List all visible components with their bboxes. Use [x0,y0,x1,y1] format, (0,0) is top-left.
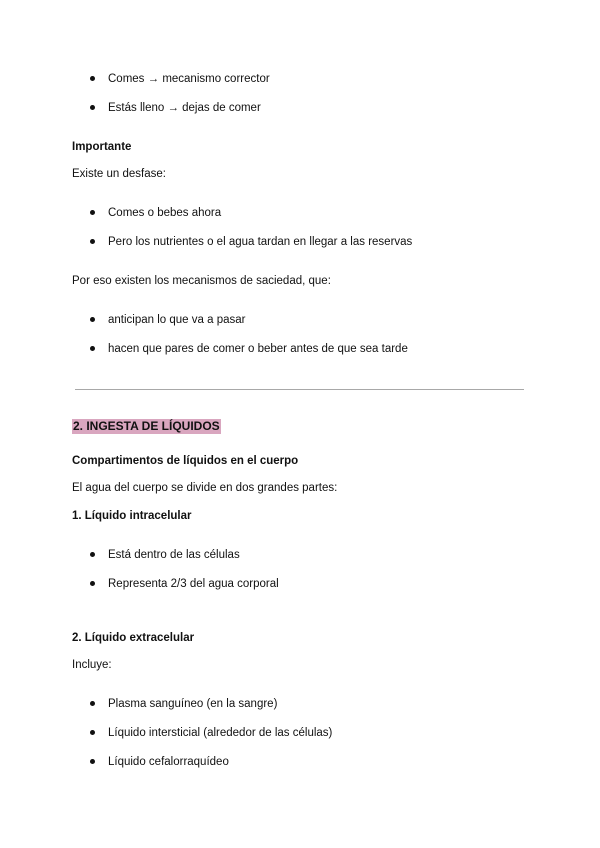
bullet-icon [90,730,95,735]
list-item [0,755,600,769]
list-item [0,101,600,115]
list-item-text: Está dentro de las células [108,549,240,561]
bullet-icon [90,210,95,215]
list-item [0,206,600,220]
list-item [0,313,600,327]
bullet-icon [90,76,95,81]
list-item-text: Comes o bebes ahora [108,207,222,219]
paragraph: Existe un desfase: [72,168,166,180]
list-item [0,342,600,356]
list-item [0,577,600,591]
list-item-text: Comes → mecanismo corrector [108,73,270,85]
bullet-icon [90,759,95,764]
bullet-icon [90,552,95,557]
list-item [0,235,600,249]
section-heading: 2. INGESTA DE LÍQUIDOS [73,419,220,433]
paragraph: El agua del cuerpo se divide en dos grandes partes: [72,482,338,494]
important-label: Importante [72,141,132,153]
list-item-text: Estás lleno → dejas de comer [108,102,261,114]
list-item [0,697,600,711]
bullet-icon [90,701,95,706]
bullet-icon [90,346,95,351]
bullet-icon [90,239,95,244]
list-item-text: Líquido cefalorraquídeo [108,756,229,768]
bullet-icon [90,105,95,110]
list-item-text: Pero los nutrientes o el agua tardan en llegar a las reservas [108,236,413,248]
list-item [0,548,600,562]
subheading: Compartimentos de líquidos en el cuerpo [72,455,299,467]
paragraph: Incluye: [72,659,112,671]
horizontal-divider [75,389,524,390]
bullet-icon [90,581,95,586]
part-title: 1. Líquido intracelular [72,510,192,522]
list-item [0,72,600,86]
list-item [0,726,600,740]
list-item-text: Representa 2/3 del agua corporal [108,578,279,590]
list-item-text: Líquido intersticial (alrededor de las células) [108,727,333,739]
part-title: 2. Líquido extracelular [72,632,195,644]
bullet-icon [90,317,95,322]
list-item-text: anticipan lo que va a pasar [108,314,246,326]
list-item-text: Plasma sanguíneo (en la sangre) [108,698,278,710]
paragraph: Por eso existen los mecanismos de saciedad, que: [72,275,331,287]
list-item-text: hacen que pares de comer o beber antes de que sea tarde [108,343,408,355]
